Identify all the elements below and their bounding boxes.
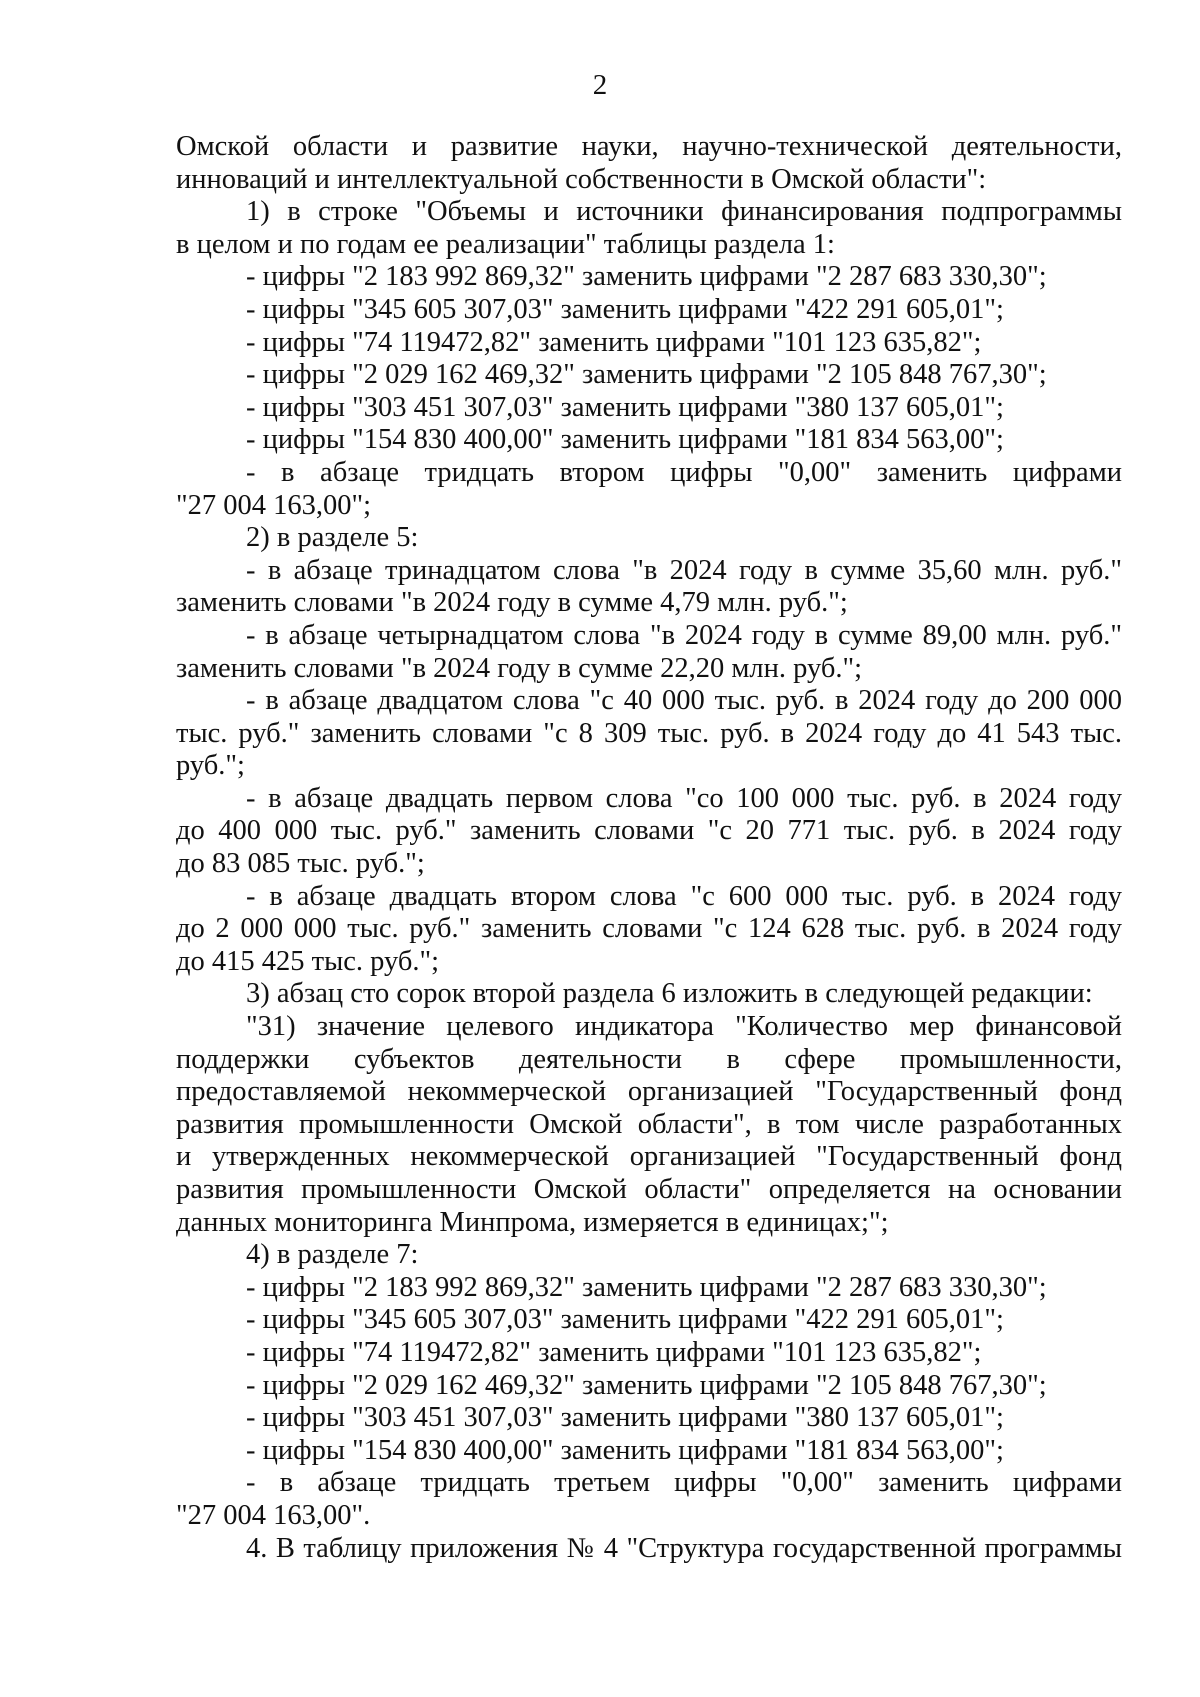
text-line: - цифры "74 119472,82" заменить цифрами "101 123 635,82"; [246, 1336, 982, 1368]
text-line: заменить словами "в 2024 году в сумме 22,20 млн. руб."; [176, 652, 863, 684]
text-line: до 2 000 000 тыс. руб." заменить словами "с 124 628 тыс. руб. в 2024 году [176, 913, 1122, 945]
text-line: - цифры "2 029 162 469,32" заменить цифрами "2 105 848 767,30"; [246, 359, 1047, 391]
text-line: до 83 085 тыс. руб."; [176, 848, 425, 880]
text-line: до 400 000 тыс. руб." заменить словами "с 20 771 тыс. руб. в 2024 году [176, 815, 1122, 847]
text-line: заменить словами "в 2024 году в сумме 4,79 млн. руб."; [176, 587, 848, 619]
text-line: в целом и по годам ее реализации" таблицы раздела 1: [176, 228, 835, 260]
text-line: - в абзаце двадцать втором слова "с 600 000 тыс. руб. в 2024 году [246, 880, 1122, 912]
text-line: развития промышленности Омской области", в том числе разработанных [176, 1108, 1122, 1140]
text-line: - цифры "303 451 307,03" заменить цифрами "380 137 605,01"; [246, 1402, 1004, 1434]
text-line: 2) в разделе 5: [246, 522, 419, 554]
text-line: данных мониторинга Минпрома, измеряется в единицах;"; [176, 1206, 889, 1238]
text-line: - в абзаце двадцатом слова "с 40 000 тыс. руб. в 2024 году до 200 000 [246, 685, 1122, 717]
text-line: - цифры "74 119472,82" заменить цифрами "101 123 635,82"; [246, 326, 982, 358]
text-line: - цифры "345 605 307,03" заменить цифрами "422 291 605,01"; [246, 293, 1004, 325]
text-line: Омской области и развитие науки, научно-технической деятельности, [176, 131, 1122, 162]
text-line: предоставляемой некоммерческой организацией "Государственный фонд [176, 1076, 1122, 1108]
text-line: до 415 425 тыс. руб."; [176, 945, 440, 977]
text-line: тыс. руб." заменить словами "с 8 309 тыс. руб. в 2024 году до 41 543 тыс. [176, 717, 1122, 749]
text-line: 3) абзац сто сорок второй раздела 6 изложить в следующей редакции: [246, 978, 1093, 1010]
text-line: 1) в строке "Объемы и источники финансирования подпрограммы [246, 196, 1122, 228]
text-line: "27 004 163,00"; [176, 489, 372, 521]
text-line: - цифры "2 183 992 869,32" заменить цифрами "2 287 683 330,30"; [246, 1271, 1047, 1303]
text-line: - в абзаце четырнадцатом слова "в 2024 году в сумме 89,00 млн. руб." [246, 619, 1122, 651]
text-line: инноваций и интеллектуальной собственности в Омской области": [176, 163, 987, 195]
text-line: - цифры "2 183 992 869,32" заменить цифрами "2 287 683 330,30"; [246, 261, 1047, 293]
text-line: - цифры "154 830 400,00" заменить цифрами "181 834 563,00"; [246, 1434, 1004, 1466]
text-line: - цифры "154 830 400,00" заменить цифрами "181 834 563,00"; [246, 424, 1004, 456]
page-number: 2 [592, 69, 608, 101]
text-line: - в абзаце тридцать третьем цифры "0,00" заменить цифрами [246, 1467, 1122, 1499]
document-body [176, 131, 1122, 1565]
text-line: - в абзаце тринадцатом слова "в 2024 году в сумме 35,60 млн. руб." [246, 554, 1122, 586]
text-line: - цифры "345 605 307,03" заменить цифрами "422 291 605,01"; [246, 1304, 1004, 1336]
text-line: и утвержденных некоммерческой организацией "Государственный фонд [176, 1141, 1122, 1173]
text-line: "27 004 163,00". [176, 1499, 371, 1531]
text-line: 4) в разделе 7: [246, 1239, 419, 1271]
text-line: руб."; [176, 750, 245, 782]
text-line: - в абзаце двадцать первом слова "со 100 000 тыс. руб. в 2024 году [246, 782, 1122, 814]
text-line: - цифры "303 451 307,03" заменить цифрами "380 137 605,01"; [246, 391, 1004, 423]
text-line: развития промышленности Омской области" определяется на основании [176, 1174, 1122, 1205]
text-line: - в абзаце тридцать втором цифры "0,00" заменить цифрами [246, 456, 1122, 488]
text-line: 4. В таблицу приложения № 4 "Структура государственной программы [246, 1532, 1122, 1564]
text-line: поддержки субъектов деятельности в сфере промышленности, [176, 1043, 1122, 1075]
text-line: "31) значение целевого индикатора "Количество мер финансовой [246, 1011, 1122, 1043]
text-line: - цифры "2 029 162 469,32" заменить цифрами "2 105 848 767,30"; [246, 1369, 1047, 1401]
